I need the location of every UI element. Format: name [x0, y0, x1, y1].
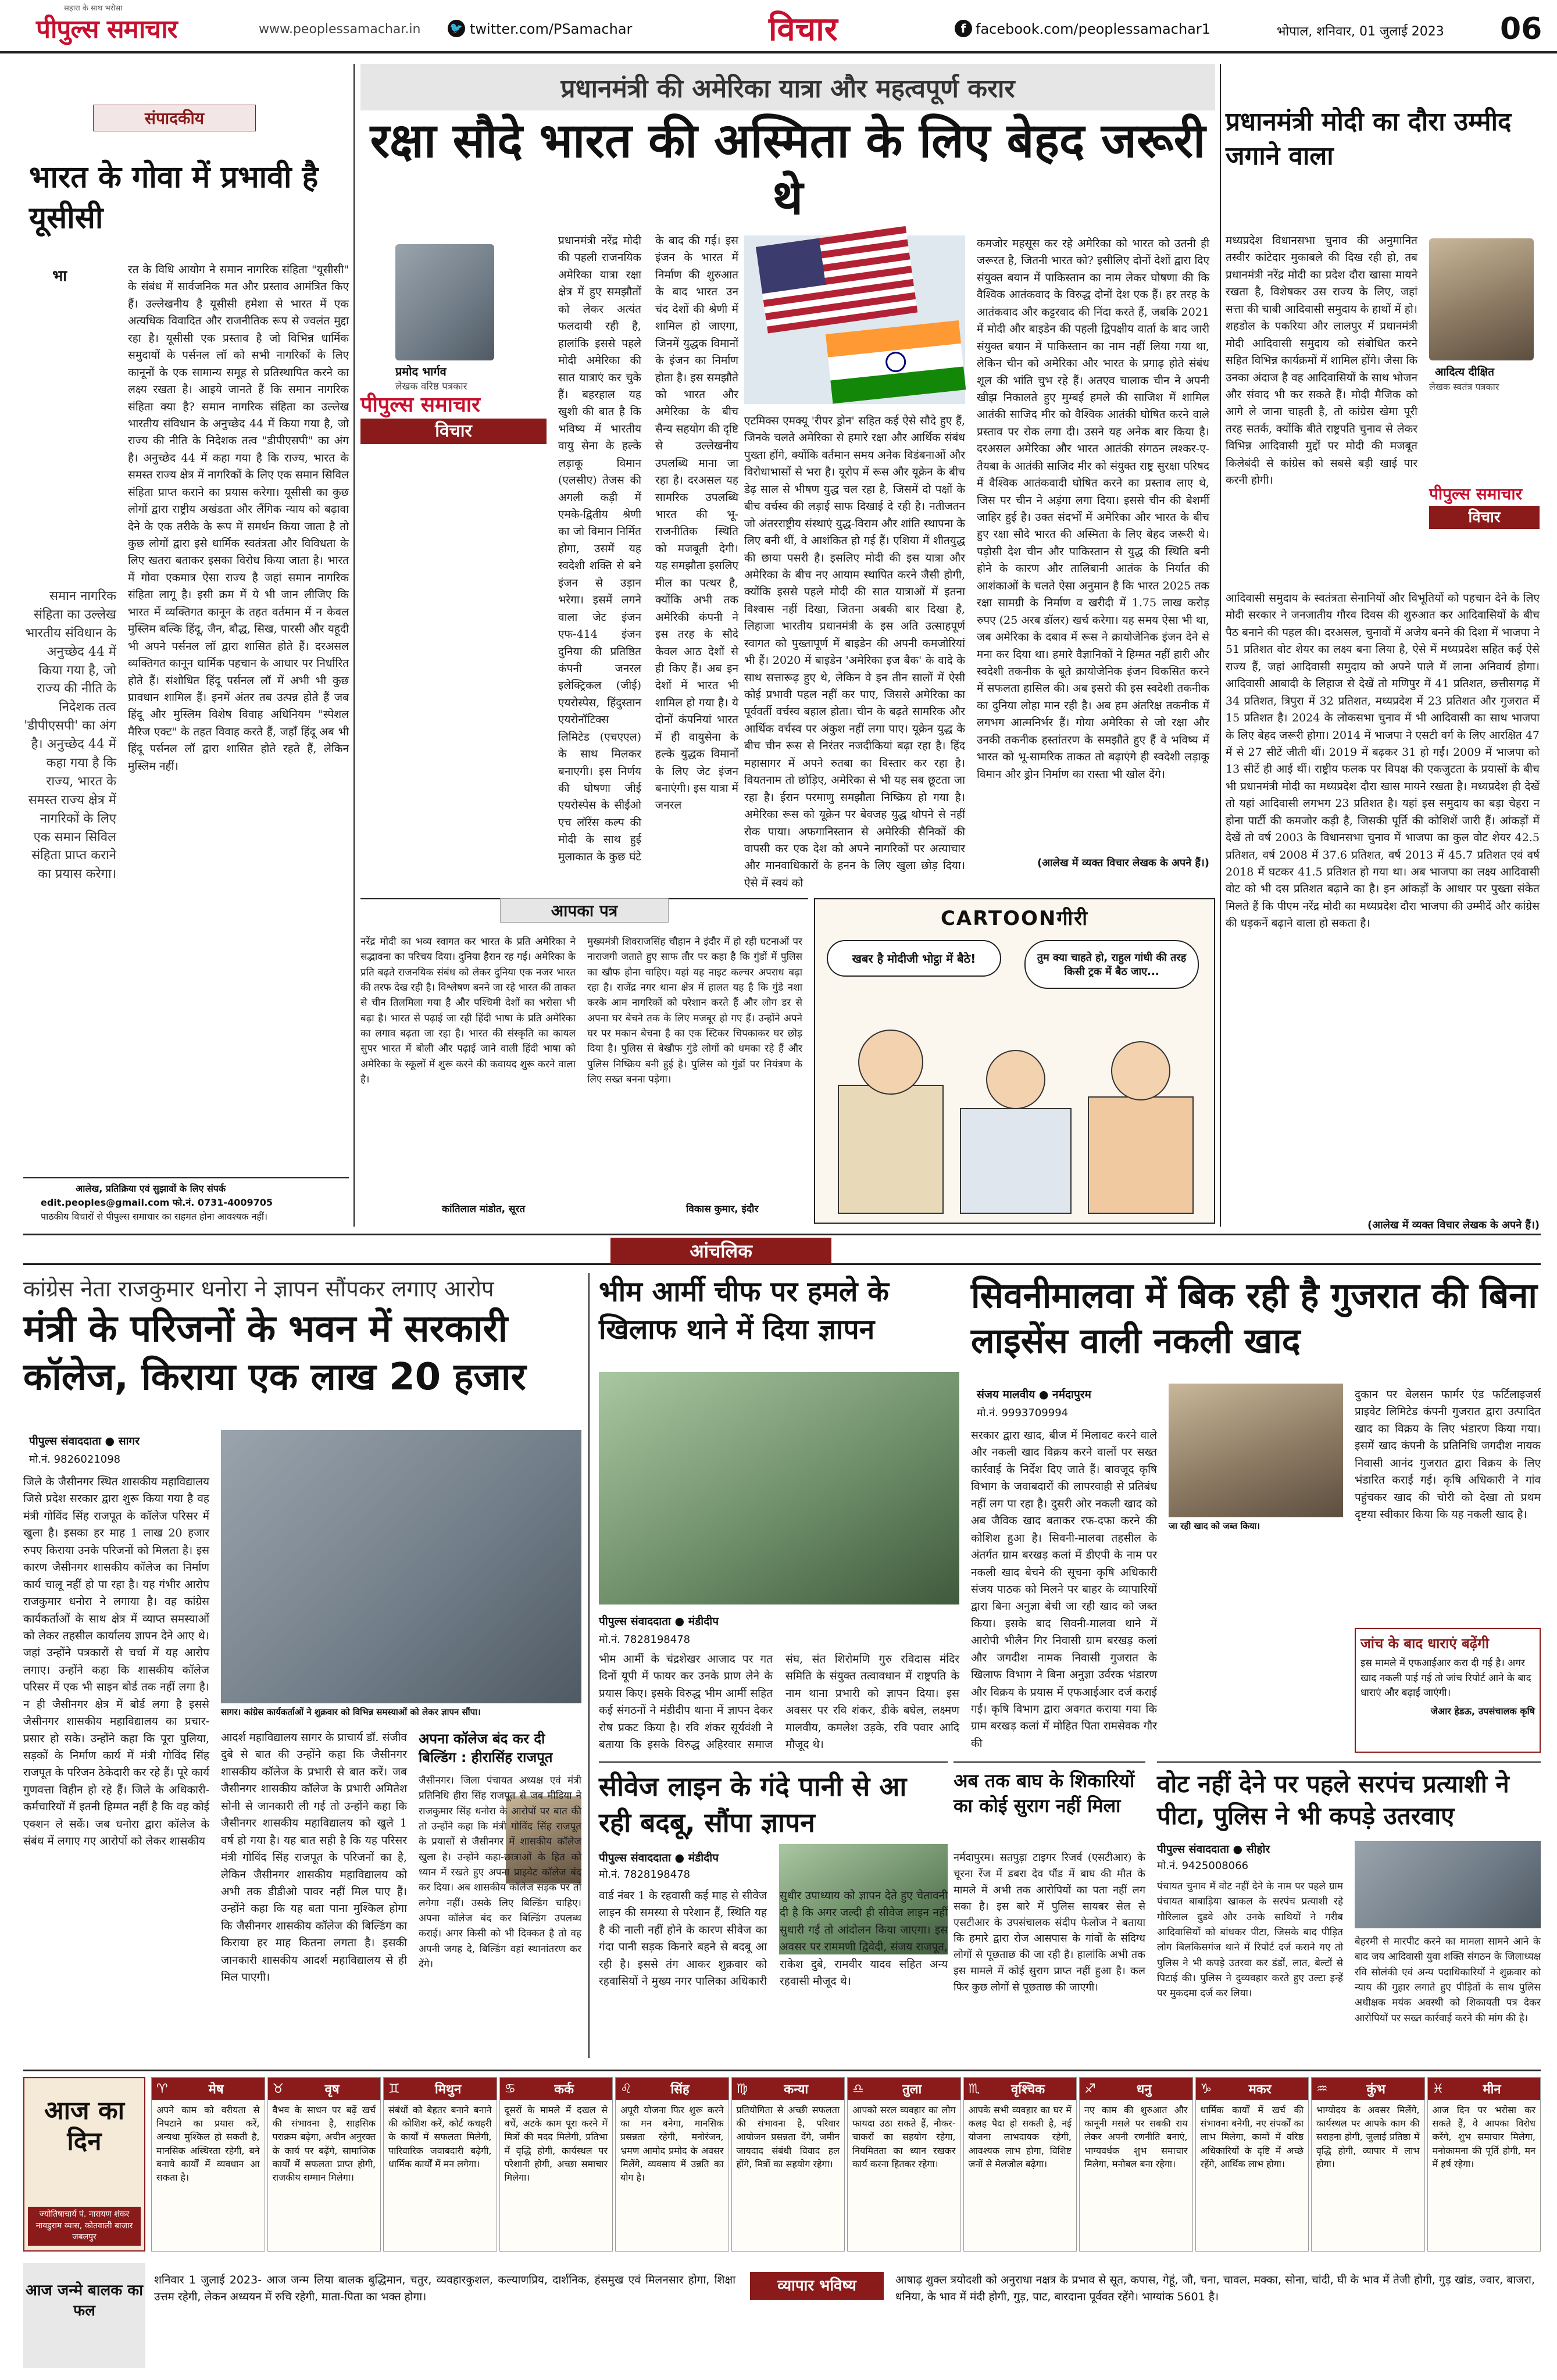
rashi-card: [1427, 2077, 1541, 2252]
rashi-text: नए काम की शुरुआत और कानूनी मसले पर सबकी राय लेकर अपनी रणनीति बनाएं, भाग्यवर्धक शुभ समाचार मिलेगा, मनोबल बना रहेगा।: [1084, 2104, 1188, 2170]
lead-endnote: (आलेख में व्यक्त विचार लेखक के अपने हैं।): [1037, 857, 1209, 869]
a2-body: भीम आर्मी के चंद्रशेखर आजाद पर गत दिनों यूपी में फायर कर उनके प्राण लेने के प्रयास किए। इसके विरुद्ध भीम आर्मी सहित कई संगठनों ने मंडीदीप थाना में ज्ञापन देकर रोष प्रकट किया है। रवि शंकर सूर्यवंशी ने बताया कि इसके विरुद्ध अहिरवार समाज संघ, संत शिरोमणि गुरु रविदास मंदिर समिति के संयुक्त तत्वावधान में राष्ट्रपति के नाम थाना प्रभारी को ज्ञापन दिया। इस अवसर पर रवि शंकर, डीके बघेल, लक्ष्मण मालवीय, कमलेश उड़के, रवि पवार आदि मौजूद थे।: [599, 1653, 959, 1752]
second-intro: मध्यप्रदेश विधानसभा चुनाव की अनुमानित तस्वीर कांटेदार मुकाबले की दिख रही हो, तब प्रधानमंत्री नरेंद्र मोदी का प्रदेश दौरा खासा मायने रखता है, विशेषकर उस राज्य के लिए, जहां सत्ता की चाबी आदिवासी समुदाय के हाथों में हो। शहडोल के पकरिया और लालपुर में प्रधानमंत्री मोदी आदिवासी समुदाय को संबोधित करने सहित विभिन्न कार्यक्रमों में शामिल होंगे। जैसा कि उनका अंदाज है वह आदिवासियों के साथ भोजन और संवाद भी कर सकते हैं। मोदी मैजिक को आगे ले जाना चाहती है, तो कांग्रेस खेमा पूरी तरह सतर्क, क्योंकि बीते राष्ट्रपति चुनाव से लेकर विभिन्न आदिवासी मुद्दों पर मोदी की मजबूत किलेबंदी से कांग्रेस को सबसे बड़ी खाई पार करनी होगी।: [1226, 234, 1417, 487]
a5-box-sign: जेआर हेडऊ, उपसंचालक कृषि: [1431, 1705, 1535, 1717]
lead-col2: एटमिक्स एमक्यू 'रीपर ड्रोन' सहित कई ऐसे सौदे हुए हैं, जिनके चलते अमेरिका से हमारे रक्षा और आर्थिक संबंध पुख्ता होंगे, क्योंकि वर्तमान समय अनेक विडंबनाओं और विरोधाभासों से भरा है। यूरोप में रूस और यूक्रेन के बीच डेढ़ साल से भीषण युद्ध चल रहा है, जिसमें दो पक्षों के बीच वर्चस्व की लड़ाई साफ दिखाई दे रही है। नतीजतन जो अंतरराष्ट्रीय संस्थाएं युद्ध-विराम और शांति स्थापना के लिए बनी थीं, वे आशंकित हो गई हैं। एशिया में शीतयुद्ध की छाया पसरी है। इसलिए मोदी की इस यात्रा और अमेरिका के बीच नए आयाम स्थापित करने जैसी होगी, क्योंकि इससे पहले मोदी की सात यात्राओं में इतना विश्वास नहीं दिखा, जितना अबकी बार दिखा है, लिहाजा भारतीय प्रधानमंत्री के इस अति उत्साहपूर्ण स्वागत को पुख्तापूर्ण में बाइडेन की अपनी कमजोरियां भी हैं। 2020 में बाइडेन 'अमेरिका इज बैक' के वादे के साथ सत्तारूढ़ हुए थे, लेकिन वे इन तीन सालों में ऐसी कोई प्रभावी पहल नहीं कर पाए, जिससे अमेरिका का पूर्ववर्ती वर्चस्व बहाल होता। चीन के बढ़ते सामरिक और आर्थिक वर्चस्व पर अंकुश नहीं लगा पाए। यूक्रेन युद्ध के बीच चीन रूस से निरंतर नजदीकियां बढ़ा रहा है। हिंद महासागर में अपने रुतबा का विस्तार कर रहा है। वियतनाम तो छोड़िए, अमेरिका से भी यह सब छूटता जा रहा है। ईरान परमाणु समझौता निष्क्रिय हो गया है। अमेरिका रूस को यूक्रेन पर बेवजह युद्ध थोपने से नहीं रोक पाया। अफगानिस्तान से अमेरिकी सैनिकों की वापसी कर एक देश को अपने नागरिकों पर अत्याचार और मानवाधिकारों के हनन के लिए खुला छोड़ दिया। ऐसे में स्वयं को: [744, 414, 965, 889]
a5-box-body: इस मामले में एफआईआर करा दी गई है। अगर खाद नकली पाई गई तो जांच रिपोर्ट आने के बाद धाराएं और बढ़ाई जाएंगी।: [1360, 1657, 1531, 1699]
rashi-card: [383, 2077, 497, 2252]
a5-body-2: दुकान पर बेलसन फार्मर एंड फर्टिलाइजर्स प्राइवेट लिमिटेड कंपनी गुजरात द्वारा उत्पादित खाद का विक्रय के लिए भंडारण किया गया। इसमें खाद कंपनी के प्रतिनिधि जगदीश नायक निवासी आनंद गुजरात द्वारा विक्रय के लिए भंडारित कराई गई। कृषि अधिकारी ने गांव पहुंचकर खाद की चोरी को देखा तो प्रथम दृष्टया स्वीकार किया कि यह नकली खाद है।: [1355, 1388, 1541, 1521]
second-article: [1226, 64, 1540, 1231]
zodiac-icon: ♉: [272, 2081, 284, 2096]
second-author-photo: [1429, 238, 1534, 360]
a2-mobile: मो.नं. 7828198478: [599, 1634, 691, 1646]
regional-article-3: [599, 1761, 948, 2058]
a1-byline: पीपुल्स संवाददाता ● सागर: [29, 1435, 140, 1448]
zodiac-icon: ♋: [504, 2081, 516, 2096]
a5-byline: संजय मालवीय ● नर्मदापुरम: [977, 1388, 1091, 1401]
horoscope-astrologer: ज्योतिषाचार्य पं. नारायण शंकर नायडुराम व्यास, कोतवाली बाजार जबलपुर: [28, 2207, 141, 2246]
rashi-card: [731, 2077, 845, 2252]
zodiac-icon: ♍: [736, 2081, 748, 2096]
horoscope-box: [23, 2077, 145, 2252]
a1-side-title: अपना कॉलेज बंद कर दी बिल्डिंग : हीरासिंह राजपूत: [419, 1731, 553, 1766]
rashi-text: संबंधों को बेहतर बनाने बनाने की कोशिश करें, कोर्ट कचहरी के कार्यों में सफलता मिलेगी, पारिवारिक जवाबदारी बढ़ेगी, धार्मिक कार्यों में मन लगेगा।: [388, 2104, 492, 2170]
rashi-name: मीन: [1444, 2078, 1540, 2100]
zodiac-icon: ♒: [1316, 2081, 1328, 2096]
letter-2-sign: विकास कुमार, इंदौर: [686, 1203, 759, 1215]
regional-article-4: [954, 1761, 1145, 2058]
zodiac-icon: ♊: [388, 2081, 400, 2096]
a1-photo: [221, 1430, 581, 1703]
rashi-text: भाग्योदय के अवसर मिलेंगे, कार्यस्थल पर आपके काम की सराहना होगी, जुलाई प्रतिष्ठा में वृद्धि होगी, व्यापार में लाभ होगा।: [1316, 2104, 1420, 2170]
rashi-text: दूसरों के मामले में दखल से बचें, अटके काम पूरा करने में मित्रों की मदद मिलेगी, प्रतिभा में वृद्धि होगी, कार्यस्थल पर परेशानी होगी, अच्छा समाचार मिलेगा।: [504, 2104, 608, 2183]
rashi-name: धनु: [1096, 2078, 1192, 2100]
a6-mobile: मो.नं. 9425008066: [1157, 1860, 1249, 1872]
lead-badge-section: विचार: [360, 419, 547, 444]
rashi-card: [1195, 2077, 1309, 2252]
a1-body-2: आदर्श महाविद्यालय सागर के प्राचार्य डॉ. संजीव दुबे से बात की उन्होंने कहा कि जैसीनगर शासकीय कॉलेज के प्रभारी से बात करें। जब जैसीनगर शासकीय कॉलेज के प्रभारी अमितेश सोनी से जानकारी ली गई तो उन्होंने कहा कि जैसीनगर शासकीय महाविद्यालय को खुले 1 वर्ष हो गया है। यह बात सही है कि यह परिसर मंत्री गोविंद सिंह राजपूत के परिजनों का है, लेकिन जैसीनगर शासकीय महाविद्यालय को अभी तक डीडीओ पावर नहीं मिल पाए हैं। उन्होंने कहा कि यह बता पाना मुश्किल होगा कि जैसीनगर शासकीय कॉलेज की बिल्डिंग का किराया हर माह कितना लगता है। इसकी जानकारी शासकीय आदर्श महाविद्यालय से ही मिल पाएगी।: [221, 1731, 407, 1984]
masthead-logo[interactable]: पीपुल्स समाचार: [36, 15, 177, 44]
a5-photo: [1169, 1384, 1343, 1517]
a6-headline: वोट नहीं देने पर पहले सरपंच प्रत्याशी ने पीटा, पुलिस ने भी कपड़े उतरवाए: [1157, 1770, 1509, 1830]
horoscope-box-title: आज का दिन: [44, 2096, 125, 2156]
rashi-name: मकर: [1212, 2078, 1308, 2100]
second-badge-logo: पीपुल्स समाचार: [1429, 484, 1523, 503]
page-number: 06: [1500, 12, 1542, 47]
birth-text: शनिवार 1 जुलाई 2023- आज जन्म लिया बालक बुद्धिमान, चतुर, व्यवहारकुशल, कल्याणप्रिय, दार्शनिक, हंसमुख एवं मिलनसार होगा, शिक्षा उत्तम रहेगी, लेकन अध्ययन में रुचि रहेगी, माता-पिता का भक्त होगा।: [154, 2274, 735, 2304]
a5-body: सरकार द्वारा खाद, बीज में मिलावट करने वाले और नकली खाद विक्रय करने वालों पर सख्त कार्रवाई के निर्देश दिए जाते हैं। बावजूद कृषि विभाग के जवाबदारों की लापरवाही से प्रतिबंध नहीं लग पा रहा है। दुसरी ओर नकली खाद को अब जैविक खाद बताकर रफ-दफा करने की कोशिश हुआ है। सिवनी-मालवा तहसील के अंतर्गत ग्राम बरखड़ कलां में डीएपी के नाम पर नकली खाद बेचने की सूचना कृषि अधिकारी संजय पाठक को मिलने पर बाहर के व्यापारियों द्वारा बिना अनुज्ञा बेची जा रही खाद को जब्त किया। इसके बाद सिवनी-मालवा थाने में आरोपी भीलैन गिर निवासी ग्राम बरखड़ कलां और जगदीश नामक निवासी गुजरात के खिलाफ विभाग ने बिना अनुज्ञा उर्वरक भंडारण और विक्रय के प्रयास में एफआईआर दर्ज कराई गई। कृषि विभाग द्वारा अवगत कराया गया कि ग्राम बरखड़ कलां में मोहित पिता रामसेवक गौर की: [971, 1429, 1157, 1750]
a3-body: वार्ड नंबर 1 के रहवासी कई माह से सीवेज लाइन की समस्या से परेशान हैं, स्थिति यह है की नाली नहीं होने के कारण सीवेज का गंदा पानी सड़क किनारे बहने से बदबू आ रही है। इससे तंग आकर शुक्रवार को रहवासियों ने मुख्य नगर पालिका अधिकारी सुधीर उपाध्याय को ज्ञापन देते हुए चेतावनी दी है कि अगर जल्दी ही सीवेज लाइन नहीं सुधारी गई तो आंदोलन किया जाएगा। इस अवसर पर राममणी द्विवेदी, संजय राजपूत, राकेश दुबे, रामवीर यादव सहित अन्य रहवासी मौजूद थे।: [599, 1889, 948, 1988]
editorial-dropcap: भा: [52, 267, 67, 285]
rashi-card: [963, 2077, 1077, 2252]
lead-col1: प्रधानमंत्री नरेंद्र मोदी की पहली राजनयिक अमेरिका यात्रा रक्षा क्षेत्र में हुए समझौतों को लेकर अत्यंत फलदायी रही है, हालांकि इससे पहले मोदी अमेरिका की सात यात्राएं कर चुके हैं। बहरहाल यह खुशी की बात है कि भविष्य में भारतीय वायु सेना के हल्के लड़ाकू विमान (एलसीए) तेजस की अगली कड़ी में एमके-द्वितीय श्रेणी का जो विमान निर्मित होगा, उसमें यह स्वदेशी शक्ति से बने इंजन से उड़ान भरेगा। इसमें लगने वाला जेट इंजन एफ-414 इंजन दुनिया की प्रतिष्ठित कंपनी जनरल इलेक्ट्रिकल (जीई) एयरोस्पेस, हिंदुस्तान एयरोनॉटिक्स लिमिटेड (एचएएल) के साथ मिलकर बनाएगी। इस निर्णय की घोषणा जीई एयरोस्पेस के सीईओ एच लॉरेंस कल्प की मोदी के साथ हुई मुलाकात के कुछ घंटे के बाद की गई। इस इंजन के भारत में निर्माण की शुरुआत के बाद भारत उन चंद देशों की श्रेणी में शामिल हो जाएगा, जिनमें युद्धक विमानों के इंजन का निर्माण होता है। इस समझौते को भारत और अमेरिका के बीच सैन्य सहयोग की दृष्टि से उल्लेखनीय उपलब्धि माना जा रहा है। दरअसल यह सामरिक उपलब्धि भारत की भू-राजनीतिक स्थिति को मजबूती देगी। यह समझौता इसलिए मील का पत्थर है, क्योंकि अभी तक अमेरिकी कंपनी ने इस तरह के सौदे केवल आठ देशों से ही किए हैं। अब इन देशों में भारत भी शामिल हो गया है। ये दोनों कंपनियां भारत में ही वायुसेना के हल्के युद्धक विमानों के लिए जेट इंजन बनाएंगी। इस यात्रा में जनरल: [558, 234, 738, 863]
letters-title: आपका पत्र: [500, 898, 669, 923]
cartoon-title: CARTOONगीरी: [940, 907, 1089, 930]
regional-label: आंचलिक: [610, 1238, 831, 1264]
rashi-name: वृश्चिक: [980, 2078, 1076, 2100]
cartoon-box: [814, 898, 1215, 1224]
rashi-card: [1311, 2077, 1425, 2252]
regional-article-6: [1157, 1761, 1541, 2058]
lead-author-title: लेखक वरिष्ठ पत्रकार: [395, 381, 467, 392]
editorial-column: [23, 64, 349, 1227]
a1-side-body: जैसीनगर। जिला पंचायत अध्यक्ष एवं मंत्री प्रतिनिधि हीरा सिंह राजपूत से जब मीडिया ने राजकुमार सिंह धनोरा के आरोपों पर बात की तो उन्होंने कहा कि मंत्री गोविंद सिंह राजपूत के प्रयासों से जैसीनगर में शासकीय कॉलेज खुला है। उन्होंने कहा-छात्राओं के हित को ध्यान में रखते हुए अपना प्राइवेट कॉलेज बंद कर दिया। अब शासकीय कॉलेज सड़क पर तो लगेगा नहीं। उसके लिए बिल्डिंग चाहिए। अपना कॉलेज बंद कर बिल्डिंग उपलब्ध कराई। अगर किसी को भी दिक्कत है तो वह अपनी जगह दे, बिल्डिंग वहां स्थानांतरण कर देंगे।: [419, 1775, 581, 1971]
rashi-text: आपको सरल व्यवहार का लोग फायदा उठा सकते हैं, नौकर-चाकरों का सहयोग रहेगा, नियमितता का ध्यान रखकर कार्य करना हितकर रहेगा।: [852, 2104, 956, 2170]
editorial-title: भारत के गोवा में प्रभावी है यूसीसी: [29, 160, 319, 236]
lead-kicker: प्रधानमंत्री की अमेरिका यात्रा और महत्वपूर्ण करार: [360, 64, 1215, 110]
a2-byline: पीपुल्स संवाददाता ● मंडीदीप: [599, 1615, 719, 1628]
zodiac-icon: ♌: [620, 2081, 632, 2096]
lead-headline: रक्षा सौदे भारत की अस्मिता के लिए बेहद जरूरी थे: [370, 113, 1206, 226]
a1-kicker: कांग्रेस नेता राजकुमार धनोरा ने ज्ञापन सौंपकर लगाए आरोप: [23, 1276, 494, 1302]
masthead-website[interactable]: www.peoplessamachar.in: [259, 22, 421, 37]
zodiac-icon: ♎: [852, 2081, 864, 2096]
rashi-name: सिंह: [632, 2078, 728, 2100]
a6-byline: पीपुल्स संवाददाता ● सीहोर: [1157, 1843, 1270, 1856]
a3-mobile: मो.नं. 7828198478: [599, 1868, 691, 1881]
a4-headline: अब तक बाघ के शिकारियों का कोई सुराग नहीं मिला: [954, 1770, 1135, 1817]
a6-body: पंचायत चुनाव में वोट नहीं देने के नाम पर पहले ग्राम पंचायत बाबाड़िया खाकल के सरपंच प्रत्याशी रहे गौरिलाल दुडवे और उनके साथियों ने गरीब आदिवासियों को बांधकर पीटा, जिसके बाद पीड़ित लोग बिलकिसगंज थाने में रिपोर्ट दर्ज कराने गए तो पुलिस ने भी कपड़े उतरवा कर डंडों, लात, बेल्टों से पिटाई की। पुलिस ने दुव्यवहार करते हुए उल्टा इन्हें पर मुकदमा दर्ज कर लिया।: [1157, 1881, 1343, 2000]
cartoon-bubble-1: खबर है मोदीजी भाेट्ठा में बैठे!: [827, 940, 1001, 977]
a2-photo: [599, 1372, 959, 1604]
a5-headline: सिवनीमालवा में बिक रही है गुजरात की बिना लाइसेंस वाली नकली खाद: [971, 1275, 1537, 1361]
rashi-name: मिथुन: [400, 2078, 497, 2100]
editorial-footer-line1: आलेख, प्रतिक्रिया एवं सुझावों के लिए संपर्क: [76, 1183, 226, 1194]
cartoon-bubble-2: तुम क्या चाहते हो, राहुल गांधी की तरह किसी ट्रक में बैठ जाए...: [1024, 940, 1199, 989]
letter-2: मुख्यमंत्री शिवराजसिंह चौहान ने इंदौर में हो रही घटनाओं पर नाराजगी जताते हुए साफ तौर पर कहा है कि गुंडों में पुलिस का खौफ होना चाहिए। यहां यह नाइट कल्चर अपराध बढ़ा रहा है। राजेंद्र नगर थाना क्षेत्र में हालत यह है कि गुंडे नशा करके आम नागरिकों को परेशान करते हैं और लोग डर से अपना घर बेचने तक के लिए मजबूर हो गए हैं। उन्होंने अपने घर पर मकान बेचना है का एक स्टिकर चिपकाकर घर छोड़ दिया है। पुलिस से बेखौफ गुंडे लोगों को धमका रहे हैं और पुलिस निष्क्रिय बनी हुई है। पुलिस को गुंडों पर नियंत्रण के लिए सख्त बनना पड़ेगा।: [587, 936, 802, 1086]
zodiac-icon: ♐: [1084, 2081, 1096, 2096]
a3-headline: सीवेज लाइन के गंदे पानी से आ रही बदबू, सौंपा ज्ञापन: [599, 1771, 907, 1839]
rashi-card: [499, 2077, 613, 2252]
rashi-card: [151, 2077, 265, 2252]
a1-body: जिले के जैसीनगर स्थित शासकीय महाविद्यालय जिसे प्रदेश सरकार द्वारा शुरू किया गया है वह मंत्री गोविंद सिंह राजपूत के कॉलेज परिसर में खुला है। इसका हर माह 1 लाख 20 हजार रुपए किराया उनके परिजनों को मिलता है। इस कारण जैसीनगर शासकीय कॉलेज का निर्माण कार्य चालू नहीं हो पा रहा है। यह गंभीर आरोप राजकुमार धनोरा ने लगाया है। वह कांग्रेस कार्यकर्ताओं के साथ क्षेत्र में व्याप्त समस्याओं को लेकर तहसील कार्यालय ज्ञापन देने आए थे। जहां उन्होंने पत्रकारों से चर्चा में यह आरोप लगाए। उन्होंने कहा कि शासकीय कॉलेज परिसर में एक भी साइन बोर्ड तक नहीं लगा है। न ही जैसीनगर क्षेत्र में बोर्ड लगा है इससे जैसीनगर शासकीय महाविद्यालय का प्रचार-प्रसार हो सके। उन्होंने कहा कि पूरा पुलिया, सड़कों के निर्माण कार्य में मंत्री गोविंद सिंह राजपूत के परिजन ठेकेदारी कर रहे हैं। पूरे कार्य गुणवत्ता विहीन हो रहे हैं। जिले के अधिकारी-कर्मचारियों में इतनी हिम्मत नहीं है कि वह कोई एक्शन ले सकें। जब धनोरा द्वारा कॉलेज के संबंध में लगाए गए आरोपों को लेकर शासकीय: [23, 1475, 209, 1848]
second-badge-section: विचार: [1429, 506, 1540, 529]
flags-image: [744, 235, 965, 404]
divider-regional-1: [588, 1273, 590, 2058]
regional-banner: [23, 1234, 1541, 1265]
rashi-text: धार्मिक कार्यों में खर्च की संभावना बनेगी, नए संपर्कों का लाभ मिलेगा, कामों में वरिष्ठ अधिकारियों के दृष्टि में अच्छे रहेंगे, आर्थिक लाभ होगा।: [1200, 2104, 1304, 2170]
rashi-card: [615, 2077, 729, 2252]
a6-body-2: बेहरमी से मारपीट करने का मामला सामने आने के बाद जय आदिवासी युवा शक्ति संगठन के जिलाध्यक्ष रवि सोलंकी एवं अन्य पदाधिकारियों ने शुक्रवार को न्याय की गुहार लगाते हुए पीड़ितों के साथ पुलिस अधीक्षक मयंक अवस्थी को शिकायती पत्र देकर आरोपियों पर सख्त कार्रवाई करने की मांग की है।: [1355, 1936, 1541, 2024]
masthead-dateline: भोपाल, शनिवार, 01 जुलाई 2023: [1277, 24, 1444, 39]
letter-1-sign: कांतिलाल मांडोत, सूरत: [442, 1203, 526, 1215]
rashi-grid: [151, 2077, 1541, 2252]
lead-badge-logo: पीपुल्स समाचार: [360, 393, 480, 417]
lead-col3: कमजोर महसूस कर रहे अमेरिका को भारत को उतनी ही जरूरत है, जितनी भारत को? इसीलिए दोनों देशों द्वारा दिए संयुक्त बयान में पाकिस्तान का नाम लेकर घोषणा की कि वैश्विक आतंकवाद के विरुद्ध दोनों देश एक हैं। हर तरह के आतंकवाद और कट्टरवाद की निंदा करते हैं, जबकि 2021 में मोदी और बाइडेन की पहली द्विपक्षीय वार्ता के बाद जारी संयुक्त बयान में पाकिस्तान का नाम नहीं लिया गया था, लेकिन चीन को अमेरिका और भारत के प्रगाढ़ होते संबंध शूल की भांति चुभ रहे हैं। अतएव चालाक चीन ने अपनी खीझ निकालते हुए मुम्बई हमले की साजिश में शामिल आतंकी साजिद मीर को वैश्विक आतंकी घोषित करने वाले प्रस्ताव पर रोक लगा दी। उसने यह अनेक बार किया है। दरअसल अमेरिका और भारत आतंकी संगठन लश्कर-ए-तैयबा के आतंकी साजिद मीर को संयुक्त राष्ट्र सुरक्षा परिषद में वैश्विक आतंकवादी घोषित करने का प्रस्ताव लाए थे, जिस पर चीन ने अड़ंगा लगा दिया। इससे चीन की बेशर्मी जाहिर हुई है। उक्त संदर्भों में अमेरिका और भारत के बीच हुए रक्षा सौदे भारत की अस्मिता के लिए बेहद जरूरी थे। पड़ोसी देश चीन और पाकिस्तान से युद्ध की स्थिति बनी होने के कारण और तालिबानी आतंक के निर्यात की आशंकाओं के चलते ऐसा अनुमान है कि भारत 2025 तक रक्षा सामग्री के निर्माण व खरीदी में 1.75 लाख करोड़ रुपए (25 अरब डॉलर) खर्च करेगा। यह समय ऐसा भी था, जब अमेरिका के दबाव में रूस ने क्रायोजेनिक इंजन देने से मना कर दिया था। हमारे वैज्ञानिकों ने हिम्मत नहीं हारी और स्वदेशी तकनीक के बूते क्रायोजेनिक इंजन विकसित करने में सफलता हासिल की। अब इसरो की इस स्वदेशी तकनीक का दुनिया लोहा मान रही है। अब हम अंतरिक्ष तकनीक में लगभग आत्मनिर्भर हैं। गोया अमेरिका से जो रक्षा और उनकी तकनीक हस्तांतरण के समझौते हुए हैं वे भविष्य में भारत को भू-सामरिक ताकत तो बढ़ाएंगे ही स्वदेशी लड़ाकू विमान और ड्रोन निर्माण का रास्ता भी खोल देंगे।: [977, 237, 1209, 781]
regional-article-1: [23, 1273, 581, 2058]
letters-box: [360, 898, 808, 1224]
second-author-name: आदित्य दीक्षित: [1435, 366, 1494, 378]
a5-caption: जा रही खाद को जब्त किया।: [1169, 1521, 1260, 1531]
editorial-label: संपादकीय: [93, 105, 256, 131]
business-title: व्यापार भविष्य: [750, 2272, 884, 2300]
masthead-tagline: सहारा के साथ भरोसा: [64, 4, 123, 13]
letter-1: नरेंद्र मोदी का भव्य स्वागत कर भारत के प्रति अमेरिका ने सद्भावना का परिचय दिया। दुनिया हैरान रह गई। अमेरिका के प्रति बढ़ते राजनयिक संबंध को लेकर दुनिया एक नजर भारत की तरफ देख रही है। विश्लेषण बनने जा रहे भारत की ताकत से चीन तिलमिला गया है और पश्चिमी देशों का भरोसा भी बढ़ा है। भारत से पढ़ाई जा रही हिंदी भाषा के प्रति अमेरिका का लगाव बढ़ता जा रहा है। भारत की संस्कृति का कायल सुपर भारत में बोली और पढ़ाई जाने वाली हिंदी भाषा को अमेरिका के स्कूलों में शुरू करने की कवायद शुरू करने वाला है।: [360, 936, 576, 1086]
editorial-footer: [23, 1177, 349, 1224]
a6-photo: [1355, 1841, 1541, 1928]
rashi-name: तुला: [864, 2078, 960, 2100]
a5-mobile: मो.नं. 9993709994: [977, 1407, 1069, 1419]
a4-body: नर्मदापुरम। सतपुड़ा टाइगर रिजर्व (एसटीआर) के चूरना रेंज में डबरा देव पौंड में बाघ की मौत के मामले में अभी तक आरोपियों का पता नहीं लग सका है। इस बारे में पुलिस सायबर सेल से एसटीआर के उपसंचालक संदीप फेलोज ने बताया कि हमारे द्वारा रोज आसपास के गांवों के संदिग्ध लोगों से पूछताछ की जा रही है। हालांकि अभी तक इस मामले में कोई सुराग प्राप्त नहीं हुआ है। कल फिर कुछ लोगों से पूछताछ की जाएगी।: [954, 1852, 1145, 1994]
cartoon-illustration: [815, 1016, 1214, 1219]
editorial-body: रत के विधि आयोग ने समान नागरिक संहिता "यूसीसी" के संबंध में सार्वजनिक मत और प्रस्ताव आमंत्रित किए हैं। उल्लेखनीय है यूसीसी हमेशा से भारत में एक अत्यधिक विवादित और राजनीतिक रूप से ज्वलंत मुद्दा रहा है। यूसीसी एक प्रस्ताव है जो विभिन्न धार्मिक समुदायों के पर्सनल लॉ को सभी नागरिकों के लिए कानूनों के एक सामान्य समूह से प्रतिस्थापित करने का लक्ष्य रखता है। आइये जानते हैं कि समान नागरिक संहिता क्या है? समान नागरिक संहिता का उल्लेख भारतीय संविधान के अनुच्छेद 44 में किया गया है, जो राज्य की नीति के निदेशक तत्व "डीपीएसपी" का अंग है। अनुच्छेद 44 में कहा गया है कि राज्य, भारत के समस्त राज्य क्षेत्र में नागरिकों के लिए एक समान सिविल संहिता प्राप्त कराने का प्रयास करेगा। यूसीसी का कुछ लोगों द्वारा राष्ट्रीय अखंडता और लैंगिक न्याय को बढ़ावा देने के एक तरीके के रूप में समर्थन किया जाता है तो कुछ लोगों द्वारा इसे धार्मिक स्वतंत्रता और विविधता के लिए खतरा बताकर इसका विरोध किया जाता है। भारत में गोवा एकमात्र ऐसा राज्य है जहां समान नागरिक संहिता लागू है। इसी क्रम में ये भी जान लीजिए कि भारत में व्यक्तिगत कानून के तहत वर्तमान में न केवल मुस्लिम बल्कि हिंदू, जैन, बौद्ध, सिख, पारसी और यहूदी भी अपने पर्सनल लॉ द्वारा शासित होते हैं। दरअसल व्यक्तिगत कानून धार्मिक पहचान के आधार पर निर्धारित होते हैं। संशोधित हिंदू पर्सनल लॉ में अभी भी कुछ प्रावधान शामिल हैं। इनमें अंतर तब उत्पन्न होते हैं जब हिंदू और मुस्लिम विशेष विवाह अधिनियम "स्पेशल मैरिज एक्ट" के तहत विवाह करते हैं, जहाँ हिंदू अब भी हिंदू पर्सनल लॉ द्वारा शासित होते रहते हैं, लेकिन मुस्लिम नहीं।: [128, 263, 349, 773]
rashi-text: वैभव के साधन पर बढ़ें खर्च की संभावना है, साहसिक पराक्रम बढ़ेगा, अचीन अनुरक्त के कार्य पर बढ़ेंगे, सामाजिक कार्यों में सफलता प्राप्त होगी, राजकीय सम्मान मिलेगा।: [272, 2104, 376, 2183]
a1-photo-caption: सागर। कांग्रेस कार्यकर्ताओं ने शुक्रवार को विभिन्न समस्याओं को लेकर ज्ञापन सौंपा।: [221, 1707, 481, 1717]
divider-editorial: [353, 64, 355, 1227]
rashi-name: कुंभ: [1328, 2078, 1424, 2100]
horoscope-strip: [23, 2070, 1541, 2372]
rashi-card: [1079, 2077, 1193, 2252]
second-body: आदिवासी समुदाय के स्वतंत्रता सेनानियों और विभूतियों को पहचान देने के लिए मोदी सरकार ने जनजातीय गौरव दिवस की शुरुआत कर आदिवासियों के बीच पैठ बनाने की पहल की। दरअसल, चुनावों में अजेय बनने की दिशा में भाजपा ने 51 प्रतिशत वोट शेयर का लक्ष्य बना लिया है, ऐसे में मध्यप्रदेश सहित कई ऐसे राज्य हैं, जहां आदिवासी समुदाय को अपने पाले में लाना अनिवार्य होगा। आदिवासी आबादी के लिहाज से देखें तो मणिपुर में 41 प्रतिशत, छत्तीसगढ़ में 34 प्रतिशत, त्रिपुरा में 32 प्रतिशत, मध्यप्रदेश में 23 प्रतिशत और गुजरात में 15 प्रतिशत है। 2024 के लोकसभा चुनाव में भी आदिवासी का साथ भाजपा के लिए बेहद जरूरी होगा। 2014 में भाजपा ने एसटी वर्ग के लिए आरक्षित 47 में से 27 सीटें जीती थीं। 2019 में बढ़कर 31 हो गईं। 2009 में भाजपा को 13 सीटें ही आई थीं। राष्ट्रीय फलक पर विपक्ष की एकजुटता के प्रयासों के बीच भी प्रधानमंत्री मोदी का मध्यप्रदेश दौरा खास मायने रखता है। मध्यप्रदेश ही देखें तो यहां आदिवासी लगभग 23 प्रतिशत है। यहां इस समुदाय का बड़ा चेहरा न होना पार्टी की कमजोर कड़ी है, जिसकी पूर्ति की कोशिशें जारी हैं। आंकड़ों में देखें तो वर्ष 2003 के विधानसभा चुनाव में भाजपा का कुल वोट शेयर 42.5 प्रतिशत, वर्ष 2008 में 37.6 प्रतिशत, वर्ष 2013 में 45.7 प्रतिशत एवं वर्ष 2018 में घटकर 41.5 प्रतिशत हो गया था। अब भाजपा का लक्ष्य आदिवासी वोट को भी दस प्रतिशत बढ़ाने का है। इन आंकड़ों के आधार पर पुख्ता संकेत मिलते हैं कि पीएम नरेंद्र मोदी का मध्यप्रदेश दौरा भाजपा की उम्मीदें और कांग्रेस की धड़कनें बढ़ाने वाला हो सकता है।: [1226, 592, 1540, 930]
second-headline: प्रधानमंत्री मोदी का दौरा उम्मीद जगाने वाला: [1226, 107, 1512, 171]
twitter-icon[interactable]: 🐦: [448, 20, 465, 37]
regional-article-2: [599, 1273, 959, 1756]
rashi-text: अपूरी योजना फिर शुरू करने का मन बनेगा, मानसिक प्रसन्नता रहेगी, मनोरंजन, भ्रमण आमोद प्रमोद के अवसर मिलेंगे, व्यवसाय में उन्नति का योग है।: [620, 2104, 724, 2183]
second-endnote: (आलेख में व्यक्त विचार लेखक के अपने हैं।): [1367, 1219, 1540, 1231]
masthead-section: विचार: [769, 10, 838, 48]
birth-box: [23, 2263, 145, 2368]
rashi-text: आपके सभी व्यवहार का घर में कलह पैदा हो सकती है, नई योजना लाभदायक रहेगी, आवश्यक लाभ होगा, विशिष्ट जनों से मेलजोल बढ़ेगा।: [968, 2104, 1072, 2170]
a5-box-title: जांच के बाद धाराएं बढ़ेंगी: [1360, 1635, 1490, 1652]
rashi-card: [847, 2077, 961, 2252]
a5-box: [1355, 1628, 1541, 1753]
masthead-facebook[interactable]: facebook.com/peoplessamachar1: [976, 21, 1210, 37]
second-author-title: लेखक स्वतंत्र पत्रकार: [1429, 381, 1499, 392]
zodiac-icon: ♏: [968, 2081, 980, 2096]
editorial-footer-disclaimer: पाठकीय विचारों से पीपुल्स समाचार का सहमत होना आवश्यक नहीं।: [41, 1211, 268, 1222]
zodiac-icon: ♈: [156, 2081, 168, 2096]
rashi-text: अपने काम को वरीयता से निपटाने का प्रयास करें, अन्यथा मुश्किल हो सकती है, मानसिक अस्थिरता रहेगी, बने बनाये कार्यों में व्यवधान आ सकता है।: [156, 2104, 260, 2183]
facebook-icon[interactable]: f: [955, 20, 972, 37]
regional-article-5: [971, 1273, 1541, 1756]
zodiac-icon: ♓: [1432, 2081, 1444, 2096]
rashi-name: कर्क: [516, 2078, 612, 2100]
lead-photo: [744, 235, 965, 404]
rashi-name: कन्या: [748, 2078, 844, 2100]
rashi-name: वृष: [284, 2078, 380, 2100]
rashi-text: प्रतियोगिता से अच्छी सफलता की संभावना है, परिवार आयोजन प्रसन्नता देंगे, जमीन जायदाद संबंधी विवाद हल होंगे, मित्रों का सहयोग रहेगा।: [736, 2104, 840, 2170]
lead-article: [360, 64, 1215, 889]
rashi-card: [267, 2077, 381, 2252]
editorial-pull-quote: समान नागरिक संहिता का उल्लेख भारतीय संविधान के अनुच्छेद 44 में किया गया है, जो राज्य की नीति के निदेशक तत्व 'डीपीएसपी' का अंग है। अनुच्छेद 44 में कहा गया है कि राज्य, भारत के समस्त राज्य क्षेत्र में नागरिकों के लिए एक समान सिविल संहिता प्राप्त कराने का प्रयास करेगा।: [24, 589, 116, 882]
lead-author-name: प्रमोद भार्गव: [395, 364, 447, 378]
business-text: आषाढ़ शुक्ल त्रयोदशी को अनुराधा नक्षत्र के प्रभाव से सूत, कपास, गेहूं, जौ, चना, चावल, मक्का, सोना, चांदी, घी के भाव में तेजी होगी, गुड़ खांड, ज्वार, बाजरा, धनिया, के भाव में मंदी होगी, गुड़, पाट, बारदाना पूर्ववत रहेंगे। भाग्यांक 5601 है।: [895, 2274, 1535, 2304]
divider-right: [1220, 64, 1221, 1227]
zodiac-icon: ♑: [1200, 2081, 1212, 2096]
rashi-text: आज दिन पर भरोसा कर सकते हैं, वे आपका विरोध करेंगे, शुभ समाचार मिलेगा, मनोकामना की पूर्ति होगी, मन में हर्ष रहेगा।: [1432, 2104, 1535, 2170]
birth-title: आज जन्मे बालक का फल: [25, 2282, 143, 2320]
rashi-name: मेष: [168, 2078, 265, 2100]
a1-mobile: मो.नं. 9826021098: [29, 1453, 121, 1466]
editorial-footer-email[interactable]: edit.peoples@gmail.com फो.नं. 0731-4009705: [41, 1197, 273, 1208]
masthead-twitter[interactable]: twitter.com/PSamachar: [470, 21, 633, 37]
a2-headline: भीम आर्मी चीफ पर हमले के खिलाफ थाने में दिया ज्ञापन: [599, 1275, 890, 1346]
a3-byline: पीपुल्स संवाददाता ● मंडीदीप: [599, 1852, 719, 1864]
a1-headline: मंत्री के परिजनों के भवन में सरकारी कॉलेज, किराया एक लाख 20 हजार: [23, 1307, 526, 1399]
masthead: [0, 0, 1557, 53]
